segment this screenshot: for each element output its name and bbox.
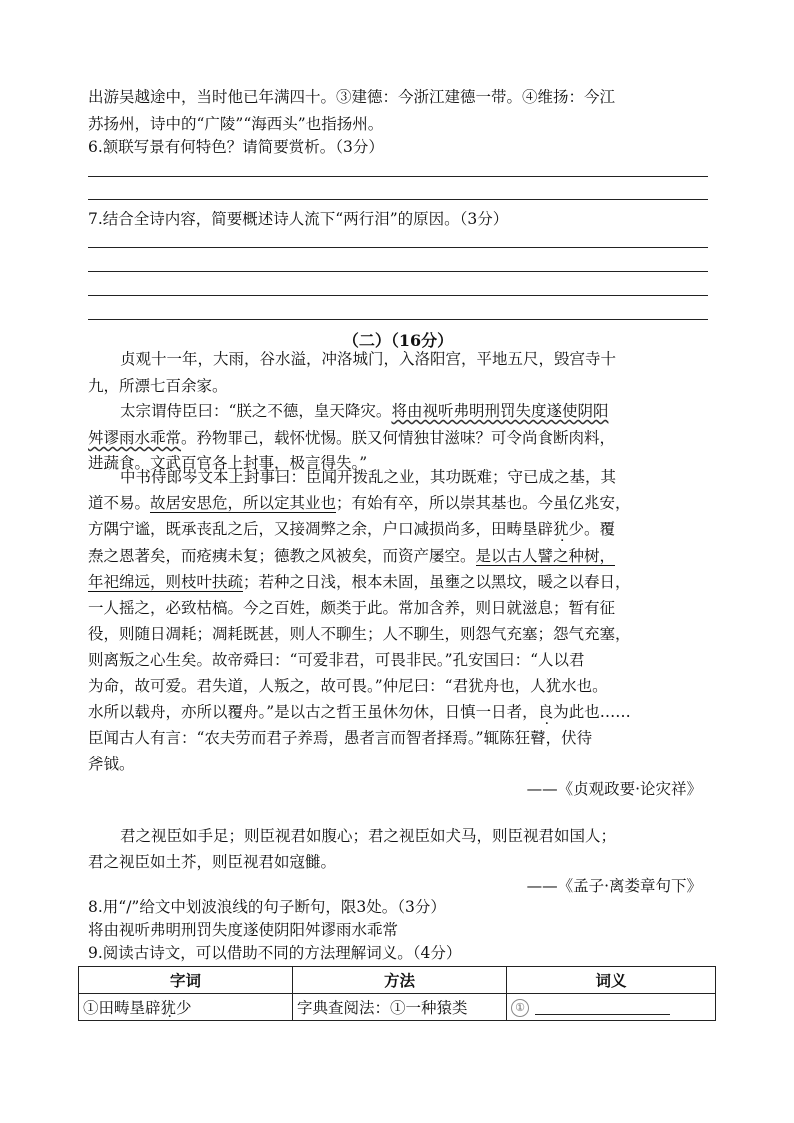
question-7: 7.结合全诗内容，简要概述诗人流下“两行泪”的原因。（3分） xyxy=(88,210,509,228)
answer-blank[interactable] xyxy=(535,1000,670,1015)
answer-line xyxy=(88,199,708,200)
passage-line: 役，则随日凋耗；凋耗既甚，则人不聊生；人不聊生，则怨气充塞；怨气充塞， xyxy=(88,625,631,643)
wavy-underlined-text: 将由视听弗明刑罚失度遂使阴阳 xyxy=(391,402,609,420)
table-header-row xyxy=(79,967,716,994)
note-line-1: 出游吴越途中，当时他已年满四十。③建德：今浙江建德一带。④维扬：今江 xyxy=(88,88,616,106)
passage-line: 臣闻古人有言：“农夫劳而君子养焉，愚者言而智者择焉。”辄陈狂瞽，伏待 xyxy=(88,729,593,747)
passage-line: 进蔬食。文武百官各上封事，极言得失。” xyxy=(88,454,368,472)
underlined-text: 故居安思危，所以定其业也 xyxy=(150,494,337,512)
table-header: 词义 xyxy=(507,967,716,994)
answer-line xyxy=(88,295,708,296)
table-header: 方法 xyxy=(293,967,507,994)
note-line-2: 苏扬州，诗中的“广陵”“海西头”也指扬州。 xyxy=(88,115,384,133)
table-cell-method: 字典查阅法：①一种猿类 xyxy=(293,994,507,1021)
passage-line: 九，所漂七百余家。 xyxy=(88,377,228,395)
dotted-char: 犹 xyxy=(553,520,569,538)
answer-line xyxy=(88,319,708,320)
passage-line: 太宗谓侍臣曰：“朕之不德，皇天降灾。将由视听弗明刑罚失度遂使阴阳 xyxy=(120,402,609,420)
passage-line: 斧钺。 xyxy=(88,755,135,773)
vocab-table xyxy=(78,966,716,1021)
passage-line: 君之视臣如土芥，则臣视君如寇雠。 xyxy=(88,853,337,871)
answer-line xyxy=(88,247,708,248)
source-citation: ——《孟子·离娄章句下》 xyxy=(526,877,702,895)
table-cell-meaning[interactable] xyxy=(507,994,716,1021)
passage-line: 道不易。故居安思危，所以定其业也；有始有卒，所以崇其基也。今虽亿兆安， xyxy=(88,494,631,512)
passage-line: 一人摇之，必致枯槁。今之百姓，颇类于此。常加含养，则日就滋息；暂有征 xyxy=(88,599,616,617)
underlined-text: 年祀绵远，则枝叶扶疏 xyxy=(88,573,244,591)
passage-line: 君之视臣如手足；则臣视君如腹心；君之视臣如犬马，则臣视君如国人； xyxy=(120,827,617,845)
underlined-text: 是以古人譬之种树， xyxy=(475,547,616,565)
table-row xyxy=(79,994,716,1021)
passage-line: 舛谬雨水乖常。矜物罪己，载怀忧惕。朕又何情独甘滋味？可令尚食断肉料， xyxy=(88,429,616,447)
question-9: 9.阅读古诗文，可以借助不同的方法理解词义。（4分） xyxy=(88,944,462,962)
source-citation: ——《贞观政要·论灾祥》 xyxy=(526,780,702,798)
question-8: 8.用“/”给文中划波浪线的句子断句，限3处。（3分） xyxy=(88,898,446,916)
circled-number: ① xyxy=(511,999,529,1017)
passage-line: 则离叛之心生矣。故帝舜曰：“可爱非君，可畏非民。”孔安国曰：“人以君 xyxy=(88,651,585,669)
passage-line: 水所以载舟，亦所以覆舟。”是以古之哲王虽休勿休，日慎一日者，良为此也…… xyxy=(88,703,631,721)
section-title: （二）（16分） xyxy=(342,331,454,350)
passage-line: 贞观十一年，大雨，谷水溢，冲洛城门，入洛阳宫，平地五尺，毁宫寺十 xyxy=(120,350,617,368)
dotted-char: 良 xyxy=(537,703,554,721)
wavy-underlined-text: 舛谬雨水乖常 xyxy=(88,429,182,447)
table-cell-word: ①田畴垦辟犹少 xyxy=(79,994,293,1021)
passage-line: 焘之恩著矣，而疮痍未复；德教之风被矣，而资产屡空。是以古人譬之种树， xyxy=(88,547,616,565)
passage-line: 为命，故可爱。君失道，人叛之，故可畏。”仲尼曰：“君犹舟也，人犹水也。 xyxy=(88,677,608,695)
dotted-char: 犹 xyxy=(160,999,177,1017)
passage-line: 方隅宁谧，既承丧乱之后，又接凋弊之余，户口减损尚多，田畴垦辟犹少。覆 xyxy=(88,520,616,538)
answer-line xyxy=(88,176,708,177)
passage-line: 中书侍郎岑文本上封事曰：臣闻开拨乱之业，其功既难；守已成之基，其 xyxy=(120,468,617,486)
answer-line xyxy=(88,271,708,272)
table-header: 字词 xyxy=(79,967,293,994)
passage-line: 年祀绵远，则枝叶扶疏；若种之日浅，根本未固，虽壅之以黑坟，暖之以春日， xyxy=(88,573,631,591)
question-6: 6.颔联写景有何特色？请简要赏析。（3分） xyxy=(88,138,384,156)
question-8-sentence: 将由视听弗明刑罚失度遂使阴阳舛谬雨水乖常 xyxy=(88,921,399,939)
